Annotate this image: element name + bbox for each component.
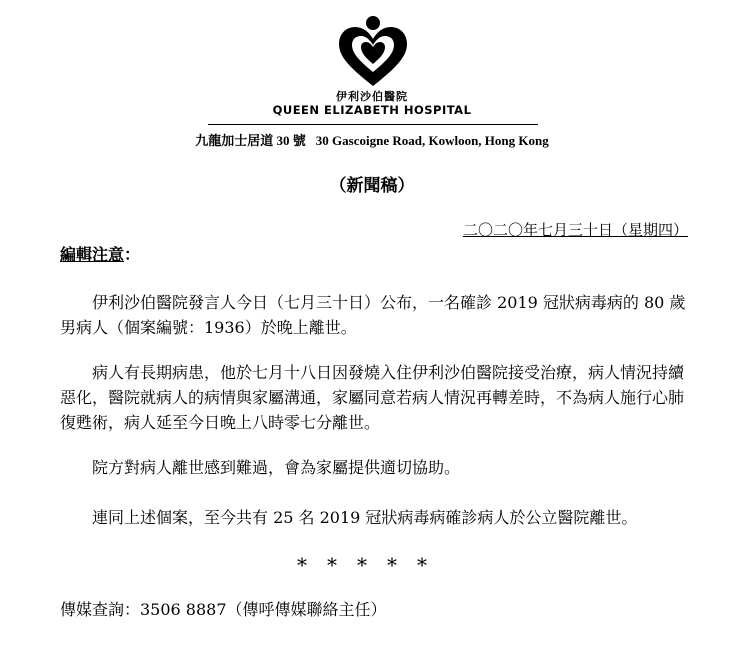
media-enquiry: 傳媒查詢：3506 8887（傳呼傳媒聯絡主任）: [60, 600, 387, 619]
paragraph-2: 病人有長期病患，他於七月十八日因發燒入住伊利沙伯醫院接受治療，病人情況持續惡化，醫院就病人的病情與家屬溝通，家屬同意若病人情況再轉差時，不為病人施行心肺復甦術，病人延至今日晚上八時零七分離世。: [60, 363, 685, 432]
press-release-heading: （新聞稿）: [329, 176, 415, 196]
hospital-name-en: QUEEN ELIZABETH HOSPITAL: [272, 103, 472, 117]
hospital-name-zh: 伊利沙伯醫院: [336, 90, 408, 103]
header-divider: [208, 124, 538, 125]
address-zh: 九龍加士居道 30 號: [195, 133, 306, 148]
editor-note-colon: ：: [124, 245, 141, 264]
paragraph-4: 連同上述個案，至今共有 25 名 2019 冠狀病毒病確診病人於公立醫院離世。: [92, 508, 638, 527]
release-date: 二〇二〇年七月三十日（星期四）: [462, 221, 688, 239]
separator-stars: *****: [297, 553, 447, 577]
hospital-heart-logo-icon: [335, 14, 411, 90]
address-en: 30 Gascoigne Road, Kowloon, Hong Kong: [315, 133, 549, 148]
paragraph-3: 院方對病人離世感到難過，會為家屬提供適切協助。: [92, 458, 461, 477]
paragraph-1: 伊利沙伯醫院發言人今日（七月三十日）公布，一名確診 2019 冠狀病毒病的 80 歲男病人（個案編號：1936）於晚上離世。: [60, 293, 686, 337]
editor-note-label: 編輯注意: [60, 245, 125, 264]
address-line: [0, 130, 744, 149]
editor-note: [60, 242, 140, 265]
